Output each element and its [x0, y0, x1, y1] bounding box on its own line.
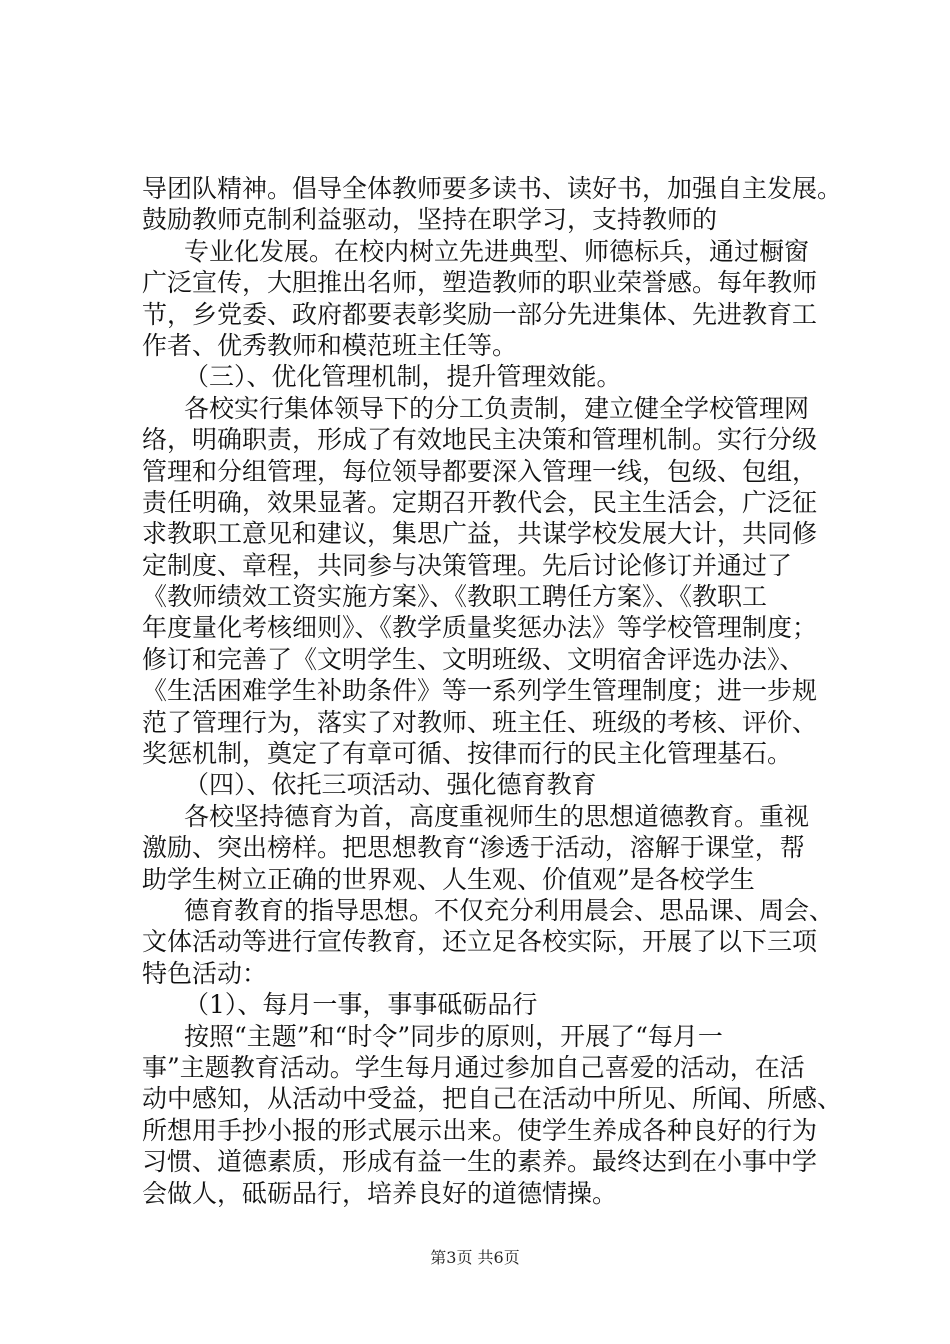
text-line: 所想用手抄小报的形式展示出来。使学生养成各种良好的行为	[142, 1115, 818, 1145]
text-line: 作者、优秀教师和模范班主任等。	[142, 330, 518, 360]
text-line: 文体活动等进行宣传教育，还立足各校实际，开展了以下三项	[142, 927, 818, 957]
text-line: 络，明确职责，形成了有效地民主决策和管理机制。实行分级	[142, 425, 818, 455]
text-line: 导团队精神。倡导全体教师要多读书、读好书，加强自主发展。	[142, 174, 843, 203]
page-footer: 第3页 共6页	[430, 1248, 520, 1267]
text-line: 事”主题教育活动。学生每月通过参加自己喜爱的活动，在活	[142, 1052, 805, 1082]
text-line: 广泛宣传，大胆推出名师，塑造教师的职业荣誉感。每年教师	[142, 268, 818, 298]
text-line: 各校坚持德育为首，高度重视师生的思想道德教育。重视	[184, 801, 810, 831]
text-line: 节，乡党委、政府都要表彰奖励一部分先进集体、先进教育工	[142, 299, 818, 329]
document-body	[142, 173, 862, 1209]
text-line: 按照“主题”和“时令”同步的原则，开展了“每月一	[184, 1021, 723, 1051]
text-line: 德育教育的指导思想。不仅充分利用晨会、思品课、周会、	[184, 895, 835, 925]
text-line: 激励、突出榜样。把思想教育“渗透于活动，溶解于课堂，帮	[142, 833, 805, 863]
text-line: 鼓励教师克制利益驱动，坚持在职学习，支持教师的	[142, 205, 718, 235]
text-line: 求教职工意见和建议，集思广益，共谋学校发展大计，共同修	[142, 519, 818, 549]
text-line: 责任明确，效果显著。定期召开教代会，民主生活会，广泛征	[142, 487, 818, 517]
text-line: 奖惩机制，奠定了有章可循、按律而行的民主化管理基石。	[142, 739, 793, 769]
text-line: 特色活动：	[142, 958, 268, 988]
text-line: （三）、优化管理机制，提升管理效能。	[184, 362, 622, 392]
text-line: 专业化发展。在校内树立先进典型、师德标兵，通过橱窗	[184, 236, 810, 266]
text-line: 年度量化考核细则》、《教学质量奖惩办法》等学校管理制度；	[142, 613, 818, 643]
text-line: 修订和完善了《文明学生、文明班级、文明宿舍评选办法》、	[142, 644, 805, 674]
text-line: 助学生树立正确的世界观、人生观、价值观”是各校学生	[142, 864, 755, 894]
text-line: 定制度、章程，共同参与决策管理。先后讨论修订并通过了	[142, 550, 793, 580]
text-line: （1）、每月一事，事事砥砺品行	[184, 990, 538, 1020]
text-line: 《教师绩效工资实施方案》、《教职工聘任方案》、《教职工	[142, 582, 768, 612]
text-line: 习惯、道德素质，形成有益一生的素养。最终达到在小事中学	[142, 1147, 818, 1177]
text-line: 管理和分组管理，每位领导都要深入管理一线，包级、包组，	[142, 456, 818, 486]
text-line: 《生活困难学生补助条件》等一系列学生管理制度；进一步规	[142, 676, 818, 706]
text-line: 动中感知，从活动中受益，把自己在活动中所见、所闻、所感、	[142, 1084, 843, 1114]
text-line: 会做人，砥砺品行，培养良好的道德情操。	[142, 1178, 618, 1208]
text-line: 范了管理行为，落实了对教师、班主任、班级的考核、评价、	[142, 707, 818, 737]
text-line: 各校实行集体领导下的分工负责制，建立健全学校管理网	[184, 393, 810, 423]
text-line: （四）、依托三项活动、强化德育教育	[184, 770, 597, 800]
